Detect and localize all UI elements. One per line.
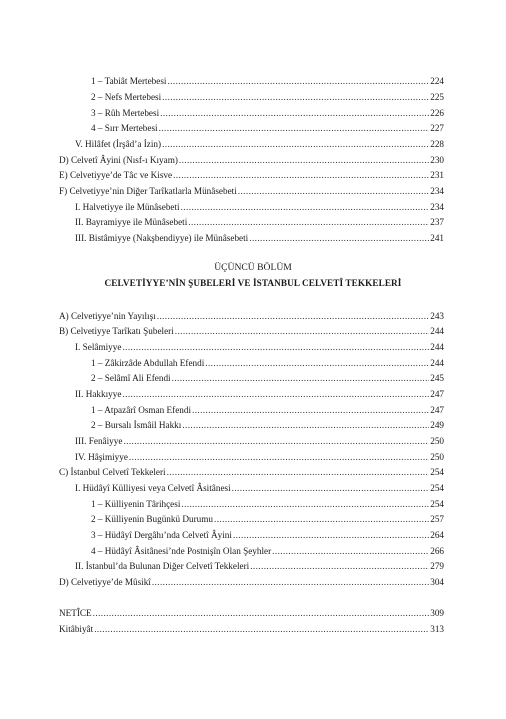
toc-entry-label: 1 – Külliyenin Târihçesi (91, 499, 181, 509)
toc-page-number: 244 (430, 342, 444, 352)
toc-page-number: 231 (430, 170, 444, 180)
toc-page-number: 250 (430, 452, 444, 462)
toc-entry (91, 543, 444, 557)
toc-entry (59, 152, 444, 166)
toc-entry-label: I. Halvetiyye ile Münâsebeti (75, 202, 180, 212)
toc-page-number: 228 (430, 139, 444, 149)
toc-page-number: 254 (430, 483, 444, 493)
toc-entry (91, 496, 444, 510)
leader-dots (152, 576, 429, 588)
toc-page-number: 234 (430, 186, 444, 196)
toc-page-number: 243 (430, 311, 444, 321)
toc-entry (75, 230, 444, 244)
toc-entry-label: B) Celvetiyye Tarîkatı Şubeleri (59, 326, 174, 336)
toc-entry-label: 1 – Zâkirzâde Abdullah Efendi (91, 358, 205, 368)
toc-page-number: 245 (430, 373, 444, 383)
toc-entry-label: II. Bayramiyye ile Münâsebeti (75, 217, 188, 227)
toc-entry (75, 433, 444, 447)
toc-page-number: 241 (430, 233, 444, 243)
toc-page-number: 224 (430, 76, 444, 86)
leader-dots (172, 372, 430, 384)
toc-entry (91, 511, 444, 525)
toc-entry-label: A) Celvetiyye’nin Yayılışı (59, 311, 156, 321)
leader-dots (123, 435, 429, 447)
leader-dots (192, 404, 429, 416)
toc-entry-label: C) İstanbul Celvetî Tekkeleri (59, 467, 166, 477)
leader-dots (162, 91, 429, 103)
leader-dots (181, 201, 430, 213)
toc-entry (91, 105, 444, 119)
toc-page-number: 264 (430, 530, 444, 540)
toc-entry-label: 2 – Nefs Mertebesi (91, 92, 162, 102)
toc-page-number: 266 (430, 546, 444, 556)
toc-entry-label: 4 – Sırr Mertebesi (91, 123, 158, 133)
toc-page-number: 279 (430, 561, 444, 571)
leader-dots (175, 325, 429, 337)
toc-page-number: 247 (430, 389, 444, 399)
leader-dots (232, 482, 430, 494)
toc-entry-label: E) Celvetiyye’de Tâc ve Kisve (59, 170, 173, 180)
toc-entry-label: 2 – Bursalı İsmâil Hakkı (91, 420, 182, 430)
leader-dots (129, 451, 429, 463)
toc-page-number: 225 (430, 92, 444, 102)
leader-dots (159, 122, 430, 134)
leader-dots (167, 466, 430, 478)
toc-page-number: 304 (430, 577, 444, 587)
toc-entry (75, 199, 444, 213)
toc-page-number: 226 (430, 108, 444, 118)
toc-entry-label: II. Hakkıyye (75, 389, 122, 399)
leader-dots (205, 357, 429, 369)
chapter-title: CELVETİYYE’NİN ŞUBELERİ VE İSTANBUL CELVETÎ TEKKELERİ (104, 278, 402, 288)
toc-page-number: 309 (430, 608, 444, 618)
toc-entry (75, 480, 444, 494)
leader-dots (214, 513, 429, 525)
toc-page-number: 230 (430, 155, 444, 165)
leader-dots (162, 138, 429, 150)
toc-entry (75, 339, 444, 353)
toc-entry (91, 355, 444, 369)
leader-dots (249, 232, 429, 244)
toc-entry (75, 386, 444, 400)
leader-dots (160, 107, 429, 119)
leader-dots (188, 216, 429, 228)
toc-entry-label: 1 – Tabiât Mertebesi (91, 76, 167, 86)
toc-entry (91, 527, 444, 541)
toc-page-number: 234 (430, 202, 444, 212)
leader-dots (182, 419, 429, 431)
toc-entry-label: 2 – Külliyenin Bugünkü Durumu (91, 514, 213, 524)
leader-dots (94, 623, 429, 635)
toc-page-number: 257 (430, 514, 444, 524)
toc-entry-label: 4 – Hüdâyî Âsitânesi’nde Postnişîn Olan Şeyhler (91, 546, 272, 556)
toc-entry (59, 574, 444, 588)
toc-entry-label: D) Celvetiyye’de Mûsikî (59, 577, 151, 587)
toc-entry-label: III. Fenâiyye (75, 436, 123, 446)
toc-page-number: 227 (430, 123, 444, 133)
toc-entry-label: IV. Hâşimiyye (75, 452, 128, 462)
toc-entry-label: NETÎCE (59, 608, 92, 618)
toc-entry (91, 370, 444, 384)
toc-page-number: 254 (430, 467, 444, 477)
toc-entry-label: 2 – Selâmî Ali Efendi (91, 373, 171, 383)
leader-dots (122, 388, 429, 400)
chapter-number: ÜÇÜNCÜ BÖLÜM (214, 262, 292, 273)
toc-entry (59, 183, 444, 197)
toc-entry (75, 214, 444, 228)
leader-dots (179, 154, 429, 166)
toc-entry-label: I. Hüdâyî Külliyesi veya Celvetî Âsitânesi (75, 483, 231, 493)
toc-entry (75, 136, 444, 150)
toc-entry-label: I. Selâmiyye (75, 342, 122, 352)
toc-page-number: 247 (430, 405, 444, 415)
toc-page-number: 254 (430, 499, 444, 509)
leader-dots (181, 498, 429, 510)
toc-entry (91, 417, 444, 431)
toc-page-number: 250 (430, 436, 444, 446)
toc-entry (91, 402, 444, 416)
toc-entry-label: V. Hilâfet (İrşâd’a İzin) (75, 139, 162, 149)
toc-entry (75, 449, 444, 463)
leader-dots (173, 169, 429, 181)
leader-dots (167, 75, 429, 87)
toc-entry-label: 3 – Rûh Mertebesi (91, 108, 160, 118)
toc-entry (91, 73, 444, 87)
toc-entry (59, 464, 444, 478)
toc-entry (91, 89, 444, 103)
leader-dots (233, 529, 429, 541)
toc-page-number: 237 (430, 217, 444, 227)
toc-page-number: 313 (430, 624, 444, 634)
toc-entry (59, 167, 444, 181)
toc-page-number: 249 (430, 420, 444, 430)
toc-entry (59, 621, 444, 635)
leader-dots (93, 607, 430, 619)
toc-entry-label: 3 – Hüdâyî Dergâhı’nda Celvetî Âyini (91, 530, 232, 540)
toc-page-number: 244 (430, 358, 444, 368)
leader-dots (157, 310, 430, 322)
toc-entry (91, 120, 444, 134)
toc-entry-label: F) Celvetiyye’nin Diğer Tarîkatlarla Münâsebeti (59, 186, 237, 196)
toc-entry-label: Kitâbiyât (59, 624, 94, 634)
leader-dots (122, 341, 429, 353)
toc-entry (59, 605, 444, 619)
toc-entry (59, 308, 444, 322)
toc-entry (59, 323, 444, 337)
toc-entry-label: 1 – Atpazârî Osman Efendi (91, 405, 192, 415)
leader-dots (272, 545, 429, 557)
toc-entry-label: III. Bistâmiyye (Nakşbendiyye) ile Münâsebeti (75, 233, 249, 243)
toc-page-number: 244 (430, 326, 444, 336)
toc-entry-label: D) Celvetî Âyini (Nısf-ı Kıyam) (59, 155, 178, 165)
leader-dots (250, 560, 429, 572)
leader-dots (238, 185, 429, 197)
toc-entry-label: II. İstanbul’da Bulunan Diğer Celvetî Tekkeleri (75, 561, 250, 571)
toc-entry (75, 558, 444, 572)
